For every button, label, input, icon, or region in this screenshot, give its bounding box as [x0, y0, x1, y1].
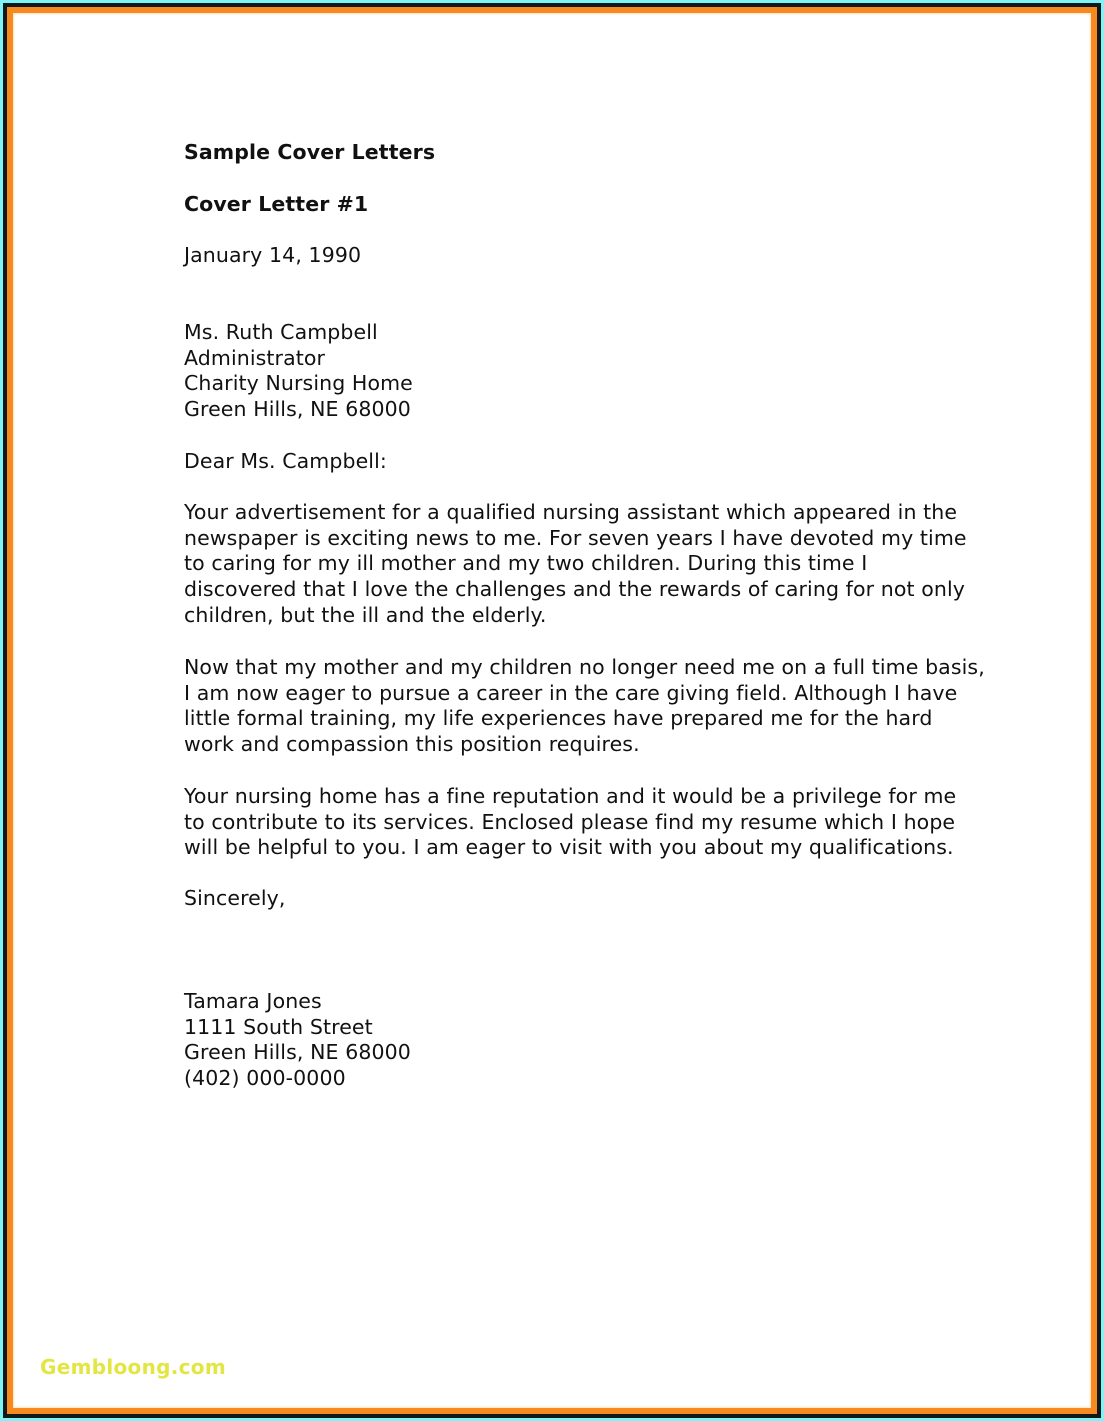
watermark-text: Gembloong.com	[40, 1355, 226, 1379]
paragraph-line: I am now eager to pursue a career in the care giving field. Although I have	[184, 680, 958, 705]
closing: Sincerely,	[184, 886, 286, 910]
paragraph-line: Now that my mother and my children no longer need me on a full time basis,	[184, 655, 985, 679]
body-paragraph-2	[184, 655, 985, 758]
paragraph-line: little formal training, my life experiences have prepared me for the hard	[184, 706, 933, 731]
letter-page	[13, 13, 1091, 1408]
paragraph-line: work and compassion this position requires.	[184, 732, 640, 757]
paragraph-line: to caring for my ill mother and my two children. During this time I	[184, 551, 868, 576]
paragraph-line: to contribute to its services. Enclosed please find my resume which I hope	[184, 809, 956, 834]
salutation: Dear Ms. Campbell:	[184, 449, 387, 473]
sender-name: Tamara Jones	[184, 989, 322, 1013]
paragraph-line: children, but the ill and the elderly.	[184, 602, 547, 627]
sender-city-state-zip: Green Hills, NE 68000	[184, 1040, 411, 1065]
paragraph-line: Your nursing home has a fine reputation and it would be a privilege for me	[184, 784, 957, 808]
paragraph-line: discovered that I love the challenges and the rewards of caring for not only	[184, 577, 966, 602]
recipient-organization: Charity Nursing Home	[184, 371, 413, 396]
recipient-address-block	[184, 320, 413, 423]
recipient-city-state-zip: Green Hills, NE 68000	[184, 397, 411, 422]
letter-date: January 14, 1990	[184, 243, 362, 267]
letter-subheading: Cover Letter #1	[184, 192, 369, 216]
paragraph-line: Your advertisement for a qualified nursing assistant which appeared in the	[184, 500, 958, 524]
body-paragraph-3	[184, 784, 956, 861]
body-paragraph-1	[184, 500, 967, 629]
sender-signature-block	[184, 989, 411, 1092]
document-heading: Sample Cover Letters	[184, 140, 436, 164]
paragraph-line: will be helpful to you. I am eager to visit with you about my qualifications.	[184, 835, 954, 860]
recipient-title: Administrator	[184, 345, 326, 370]
recipient-name: Ms. Ruth Campbell	[184, 320, 378, 344]
paragraph-line: newspaper is exciting news to me. For seven years I have devoted my time	[184, 525, 967, 550]
sender-phone: (402) 000-0000	[184, 1066, 346, 1091]
sender-street: 1111 South Street	[184, 1014, 373, 1039]
